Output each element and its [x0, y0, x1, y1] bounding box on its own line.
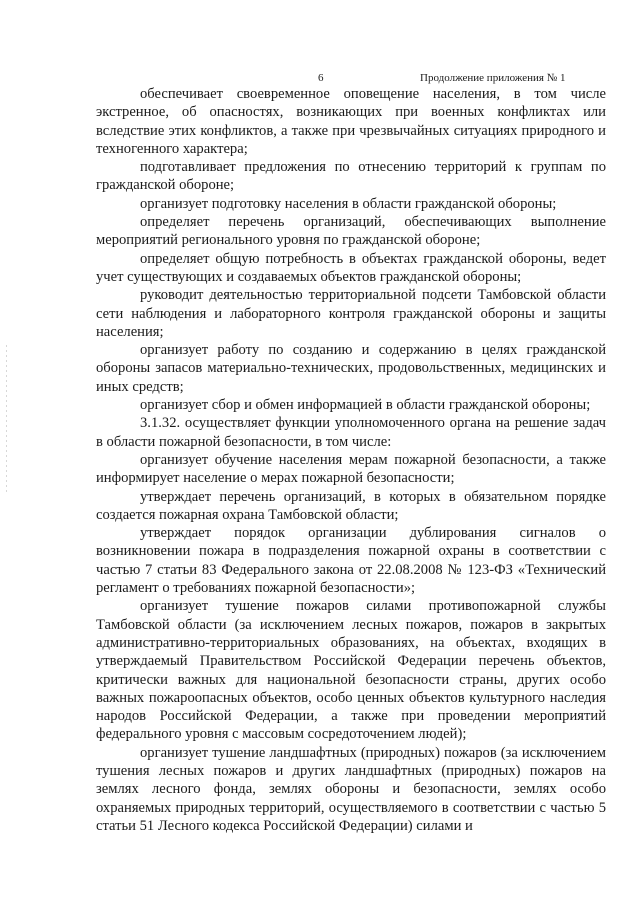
appendix-continuation-label: Продолжение приложения № 1: [420, 72, 566, 84]
paragraph-warning-population: обеспечивает своевременное оповещение населения, в том числе экстренное, об опасностях, возникающих при военных конфликтах или вследствие этих конфликтов, а также при чрезвычайных ситуациях природного и техногенного характера;: [96, 86, 606, 157]
paragraph-population-training: организует подготовку населения в области гражданской обороны;: [140, 195, 557, 212]
paragraph-organizations-list: определяет перечень организаций, обеспечивающих выполнение мероприятий регионального уровня по гражданской обороне;: [96, 214, 606, 249]
paragraph-fire-service-organizations: утверждает перечень организаций, в которых в обязательном порядке создается пожарная охрана Тамбовской области;: [96, 488, 606, 523]
scan-edge-mark: [6, 345, 7, 495]
paragraph-reserves: организует работу по созданию и содержанию в целях гражданской обороны запасов материально-технических, продовольственных, медицинских и иных средств;: [96, 342, 606, 395]
paragraph-signal-duplication: утверждает порядок организации дублирования сигналов о возникновении пожара в подразделения пожарной охраны в соответствии с частью 7 статьи 83 Федерального закона от 22.08.2008 № 123-ФЗ «Технический регламент о требованиях пожарной безопасности»;: [96, 525, 606, 597]
paragraph-clause-3-1-32: 3.1.32. осуществляет функции уполномоченного органа на решение задач в области пожарной безопасности, в том числе:: [96, 415, 606, 450]
paragraph-observation-network: руководит деятельностью территориальной подсети Тамбовской области сети наблюдения и лабораторного контроля гражданской обороны и защиты населения;: [96, 287, 606, 340]
document-body: [96, 85, 606, 835]
paragraph-civil-defense-objects: определяет общую потребность в объектах гражданской обороны, ведет учет существующих и создаваемых объектов гражданской обороны;: [96, 250, 606, 285]
paragraph-fire-extinguishing: организует тушение пожаров силами противопожарной службы Тамбовской области (за исключением лесных пожаров, пожаров в закрытых административно-территориальных образованиях, на объектах, входящих в утверждаемый Правительством Российской Федерации перечень объектов, критически важных для национальной безопасности страны, других особо важных пожароопасных объектов, особо ценных объектов культурного наследия народов Российской Федерации, а также при проведении мероприятий федерального уровня с массовым сосредоточением людей);: [96, 598, 606, 743]
paragraph-landscape-fires: организует тушение ландшафтных (природных) пожаров (за исключением тушения лесных пожаров и других ландшафтных (природных) пожаров на землях лесного фонда, землях обороны и безопасности, землях особо охраняемых природных территорий, осуществляемого в соответствии с частью 5 статьи 51 Лесного кодекса Российской Федерации) силами и: [96, 744, 606, 834]
paragraph-fire-training: организует обучение населения мерам пожарной безопасности, а также информирует население о мерах пожарной безопасности;: [96, 451, 606, 487]
page-number: 6: [318, 72, 324, 84]
paragraph-territory-groups: подготавливает предложения по отнесению территорий к группам по гражданской обороне;: [96, 159, 606, 194]
paragraph-information-exchange: организует сбор и обмен информацией в области гражданской обороны;: [140, 397, 591, 414]
